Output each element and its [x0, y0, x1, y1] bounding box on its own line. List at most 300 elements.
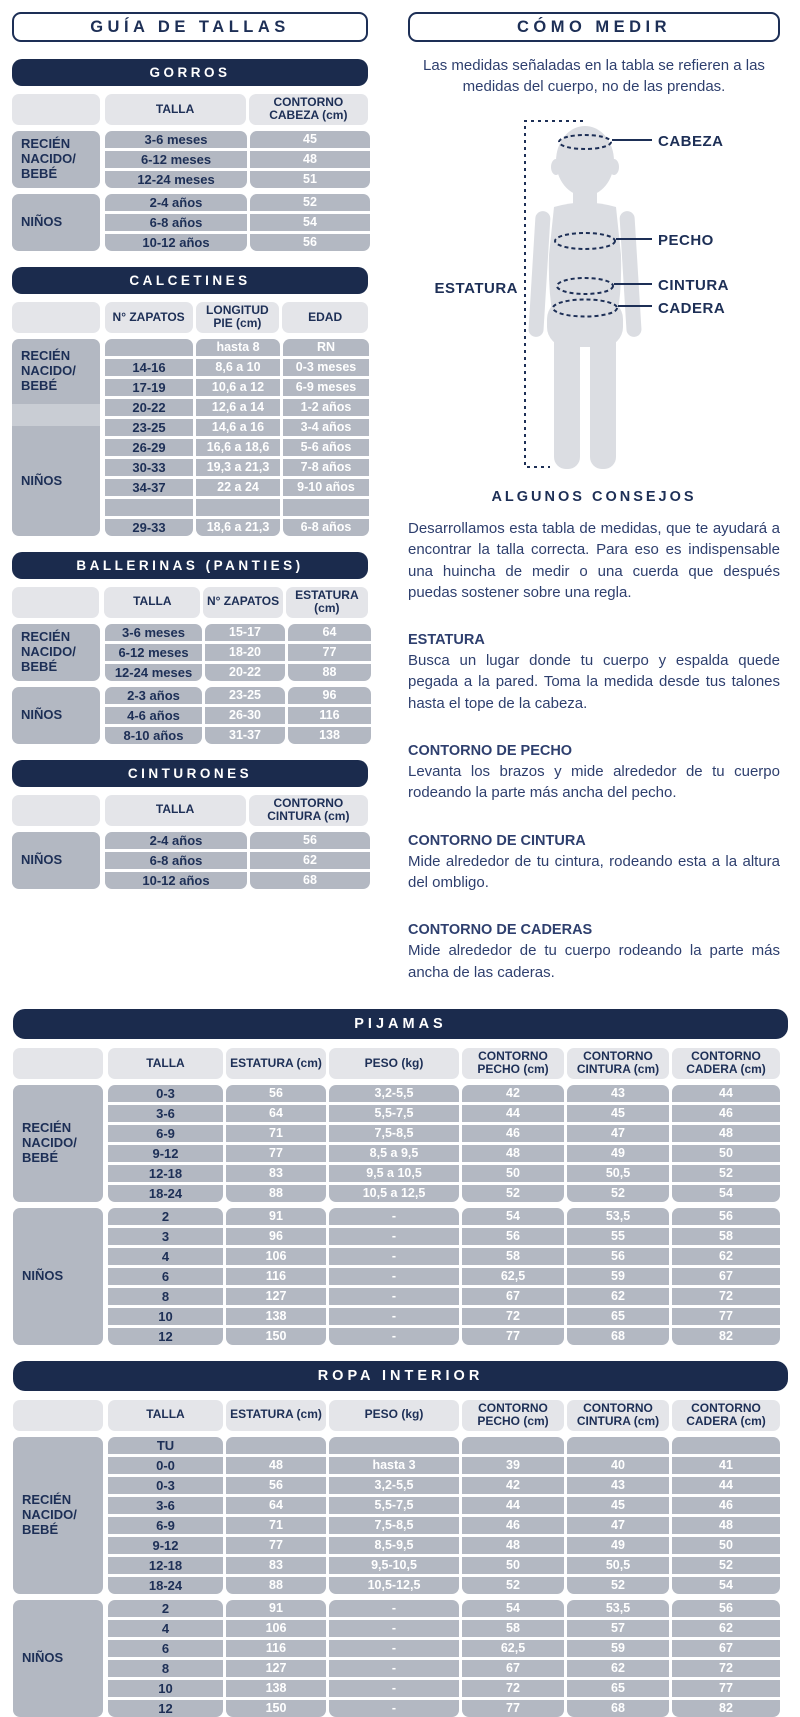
table-cell: 44	[672, 1477, 780, 1494]
table-cell: 9-12	[108, 1145, 223, 1162]
table-cell: -	[329, 1228, 459, 1245]
table-cell: 116	[226, 1640, 326, 1657]
table-cell: 56	[462, 1228, 564, 1245]
table-cell: 50	[672, 1145, 780, 1162]
table-cell: 44	[672, 1085, 780, 1102]
table-cell: 54	[250, 214, 370, 231]
gorros-table	[12, 59, 368, 251]
table-cell: 44	[462, 1497, 564, 1514]
table-cell: 48	[226, 1457, 326, 1474]
table-column	[672, 1085, 780, 1202]
table-cell: 39	[462, 1457, 564, 1474]
table-cell: -	[329, 1600, 459, 1617]
column-header: ESTATURA (cm)	[226, 1400, 326, 1431]
table-cell: 2-4 años	[105, 832, 247, 849]
table-cell: 46	[462, 1125, 564, 1142]
table-cell: 10-12 años	[105, 234, 247, 251]
contorno-pecho-title: CONTORNO DE PECHO	[408, 743, 573, 760]
column-header: CONTORNO CADERA (cm)	[672, 1400, 780, 1431]
table-column	[105, 131, 247, 188]
table-column	[288, 687, 371, 744]
table-cell: 72	[672, 1660, 780, 1677]
table-cell: 31-37	[205, 727, 285, 744]
table-cell: 6-8 años	[105, 852, 247, 869]
table-cell: 3-6 meses	[105, 131, 247, 148]
table-cell: 52	[672, 1557, 780, 1574]
table-cell: 50	[462, 1557, 564, 1574]
table-header-row	[13, 1400, 788, 1431]
cintura-label: CINTURA	[658, 277, 729, 294]
pecho-label: PECHO	[658, 232, 714, 249]
table-cell: 18-24	[108, 1185, 223, 1202]
column-header: TALLA	[108, 1400, 223, 1431]
table-cell: 48	[250, 151, 370, 168]
table-cell: 8,6 a 10	[196, 359, 280, 376]
left-column	[12, 12, 368, 983]
table-cell: 9-10 años	[283, 479, 369, 496]
table-cell: 77	[462, 1328, 564, 1345]
table-cell: 65	[567, 1680, 669, 1697]
table-cell: 56	[672, 1600, 780, 1617]
table-cell: 4	[108, 1620, 223, 1637]
table-column	[108, 1208, 223, 1345]
table-column	[108, 1600, 223, 1717]
table-cell: 10-12 años	[105, 872, 247, 889]
table-column	[250, 832, 370, 889]
table-cell: 50	[672, 1537, 780, 1554]
table-header-row	[12, 795, 368, 826]
table-cell	[567, 1437, 669, 1454]
table-cell: 71	[226, 1517, 326, 1534]
table-column	[329, 1208, 459, 1345]
table-header-row	[12, 302, 368, 333]
column-header: CONTORNO CINTURA (cm)	[567, 1048, 669, 1079]
table-cell: 7,5-8,5	[329, 1517, 459, 1534]
table-cell: 150	[226, 1700, 326, 1717]
column-header: TALLA	[105, 94, 246, 125]
table-column	[672, 1208, 780, 1345]
table-group	[13, 1600, 788, 1717]
table-cell: 50,5	[567, 1165, 669, 1182]
table-cell: 1-2 años	[283, 399, 369, 416]
como-medir-title: CÓMO MEDIR	[408, 12, 780, 42]
table-cell: 46	[672, 1105, 780, 1122]
table-cell: 12,6 a 14	[196, 399, 280, 416]
table-cell: 77	[226, 1537, 326, 1554]
table-cell: 62	[567, 1660, 669, 1677]
group-label-segment: NIÑOS	[12, 426, 100, 535]
table-cell: RN	[283, 339, 369, 356]
table-cell: 41	[672, 1457, 780, 1474]
table-cell	[226, 1437, 326, 1454]
table-cell: 7-8 años	[283, 459, 369, 476]
column-header: CONTORNO PECHO (cm)	[462, 1048, 564, 1079]
table-cell: 14,6 a 16	[196, 419, 280, 436]
table-cell: 10,5 a 12,5	[329, 1185, 459, 1202]
table-cell: 10	[108, 1680, 223, 1697]
table-cell: 72	[462, 1680, 564, 1697]
table-cell: 62	[672, 1248, 780, 1265]
group-label-segment	[12, 404, 100, 426]
table-cell: 72	[462, 1308, 564, 1325]
table-cell: 43	[567, 1477, 669, 1494]
table-cell: 46	[462, 1517, 564, 1534]
table-group	[13, 1437, 788, 1594]
table-cell: 5-6 años	[283, 439, 369, 456]
cinturones-table	[12, 760, 368, 889]
estatura-section	[408, 632, 780, 714]
table-cell: 44	[462, 1105, 564, 1122]
table-cell	[196, 499, 280, 516]
table-cell: 6-12 meses	[105, 644, 202, 661]
table-cell: 50	[462, 1165, 564, 1182]
group-label: RECIÉN NACIDO/ BEBÉ	[12, 131, 100, 188]
table-title-bar: CINTURONES	[12, 760, 368, 787]
table-cell: 8,5-9,5	[329, 1537, 459, 1554]
column-header: TALLA	[108, 1048, 223, 1079]
table-group	[12, 832, 368, 889]
table-cell: 18-20	[205, 644, 285, 661]
table-cell: -	[329, 1700, 459, 1717]
calcetines-table	[12, 267, 368, 536]
column-header: CONTORNO PECHO (cm)	[462, 1400, 564, 1431]
cadera-label: CADERA	[658, 300, 726, 317]
table-column	[672, 1600, 780, 1717]
table-cell	[283, 499, 369, 516]
table-cell	[105, 499, 193, 516]
table-cell: 22 a 24	[196, 479, 280, 496]
table-cell: 71	[226, 1125, 326, 1142]
table-column	[205, 687, 285, 744]
column-header: N° ZAPATOS	[203, 587, 282, 618]
corner-cell	[12, 795, 100, 826]
table-group	[12, 131, 368, 188]
table-cell: 96	[288, 687, 371, 704]
table-cell: 67	[672, 1268, 780, 1285]
table-column	[105, 624, 202, 681]
table-cell: 62	[672, 1620, 780, 1637]
table-cell: 2-3 años	[105, 687, 202, 704]
table-cell: 9-12	[108, 1537, 223, 1554]
table-cell: 64	[226, 1105, 326, 1122]
table-column	[105, 339, 193, 536]
table-header-row	[13, 1048, 788, 1079]
table-cell: 9,5 a 10,5	[329, 1165, 459, 1182]
column-header: CONTORNO CINTURA (cm)	[567, 1400, 669, 1431]
table-cell: 45	[567, 1497, 669, 1514]
table-cell: 56	[250, 832, 370, 849]
table-cell: 6-9 meses	[283, 379, 369, 396]
table-cell: 0-0	[108, 1457, 223, 1474]
table-cell: -	[329, 1660, 459, 1677]
table-column	[462, 1208, 564, 1345]
column-header: PESO (kg)	[329, 1048, 459, 1079]
group-label: RECIÉN NACIDO/ BEBÉ	[13, 1437, 103, 1594]
table-cell: 55	[567, 1228, 669, 1245]
table-cell: 6-12 meses	[105, 151, 247, 168]
table-column	[462, 1437, 564, 1594]
table-cell: 6	[108, 1640, 223, 1657]
right-column	[408, 12, 780, 983]
table-cell: 54	[672, 1185, 780, 1202]
contorno-caderas-section	[408, 922, 780, 983]
table-cell: 91	[226, 1208, 326, 1225]
table-cell: 6-8 años	[105, 214, 247, 231]
table-cell: 54	[672, 1577, 780, 1594]
table-cell: -	[329, 1268, 459, 1285]
table-cell: -	[329, 1248, 459, 1265]
table-cell: 4	[108, 1248, 223, 1265]
group-label: NIÑOS	[12, 687, 100, 744]
table-cell: 23-25	[205, 687, 285, 704]
table-header-row	[12, 587, 368, 618]
table-cell: -	[329, 1640, 459, 1657]
group-label: NIÑOS	[13, 1600, 103, 1717]
table-cell: 58	[462, 1248, 564, 1265]
table-cell: 8	[108, 1660, 223, 1677]
contorno-cintura-text: Mide alrededor de tu cintura, rodeando esta a la altura del ombligo.	[408, 852, 780, 891]
table-cell: 6-9	[108, 1125, 223, 1142]
table-cell: 3,2-5,5	[329, 1477, 459, 1494]
table-column	[672, 1437, 780, 1594]
table-cell: 8	[108, 1288, 223, 1305]
table-cell: 52	[462, 1577, 564, 1594]
table-cell: 53,5	[567, 1208, 669, 1225]
table-cell: 3-6	[108, 1105, 223, 1122]
table-cell: 52	[567, 1185, 669, 1202]
table-cell: 52	[462, 1185, 564, 1202]
table-cell: 3-6 meses	[105, 624, 202, 641]
group-label-segment: RECIÉN NACIDO/ BEBÉ	[12, 339, 100, 405]
table-cell: 88	[226, 1577, 326, 1594]
table-cell: 56	[567, 1248, 669, 1265]
table-cell: 72	[672, 1288, 780, 1305]
table-cell: 18,6 a 21,3	[196, 519, 280, 536]
table-cell: 52	[567, 1577, 669, 1594]
group-label: RECIÉN NACIDO/ BEBÉ	[12, 624, 100, 681]
table-cell: 138	[288, 727, 371, 744]
table-column	[226, 1600, 326, 1717]
contorno-caderas-text: Mide alrededor de tu cuerpo rodeando la parte más ancha de las caderas.	[408, 942, 780, 981]
table-column	[108, 1437, 223, 1594]
table-cell: 47	[567, 1125, 669, 1142]
table-group	[13, 1208, 788, 1345]
table-title-bar: BALLERINAS (PANTIES)	[12, 552, 368, 579]
table-cell: 0-3	[108, 1085, 223, 1102]
table-cell: 6	[108, 1268, 223, 1285]
column-header: CONTORNO CADERA (cm)	[672, 1048, 780, 1079]
table-cell: 56	[672, 1208, 780, 1225]
table-cell: 10,6 a 12	[196, 379, 280, 396]
table-cell: 88	[288, 664, 371, 681]
column-header: TALLA	[105, 795, 246, 826]
column-header: CONTORNO CINTURA (cm)	[249, 795, 368, 826]
table-column	[288, 624, 371, 681]
contorno-cintura-title: CONTORNO DE CINTURA	[408, 832, 586, 849]
column-header: LONGITUD PIE (cm)	[196, 302, 280, 333]
table-cell: 138	[226, 1308, 326, 1325]
table-cell: 26-29	[105, 439, 193, 456]
table-cell: 116	[226, 1268, 326, 1285]
table-cell: 83	[226, 1557, 326, 1574]
table-group	[12, 624, 368, 681]
table-cell: 17-19	[105, 379, 193, 396]
table-cell: 26-30	[205, 707, 285, 724]
table-cell: 56	[226, 1477, 326, 1494]
table-column	[567, 1085, 669, 1202]
table-cell: 116	[288, 707, 371, 724]
corner-cell	[13, 1400, 103, 1431]
table-cell: 77	[226, 1145, 326, 1162]
table-cell: -	[329, 1208, 459, 1225]
table-cell: 16,6 a 18,6	[196, 439, 280, 456]
table-column	[567, 1437, 669, 1594]
table-cell: 5,5-7,5	[329, 1105, 459, 1122]
table-cell: 59	[567, 1268, 669, 1285]
table-column	[567, 1600, 669, 1717]
table-column	[329, 1600, 459, 1717]
table-cell: 57	[567, 1620, 669, 1637]
body-measurement-diagram	[408, 105, 780, 477]
table-cell: 4-6 años	[105, 707, 202, 724]
table-column	[462, 1085, 564, 1202]
table-cell: 12-24 meses	[105, 171, 247, 188]
table-cell: 48	[462, 1537, 564, 1554]
corner-cell	[13, 1048, 103, 1079]
page-title: GUÍA DE TALLAS	[12, 12, 368, 42]
table-cell: 51	[250, 171, 370, 188]
contorno-cintura-section	[408, 833, 780, 894]
table-cell: 12	[108, 1700, 223, 1717]
group-label: NIÑOS	[13, 1208, 103, 1345]
table-cell: 42	[462, 1477, 564, 1494]
table-column	[226, 1208, 326, 1345]
table-group	[12, 687, 368, 744]
table-cell	[672, 1437, 780, 1454]
group-label: NIÑOS	[12, 832, 100, 889]
table-cell: 6-9	[108, 1517, 223, 1534]
table-column	[283, 339, 369, 536]
table-cell: 8-10 años	[105, 727, 202, 744]
column-header: ESTATURA (cm)	[226, 1048, 326, 1079]
table-column	[226, 1085, 326, 1202]
table-cell: -	[329, 1680, 459, 1697]
table-cell: 88	[226, 1185, 326, 1202]
cabeza-label: CABEZA	[658, 133, 724, 150]
table-cell: 62,5	[462, 1640, 564, 1657]
table-cell: 91	[226, 1600, 326, 1617]
table-cell	[462, 1437, 564, 1454]
contorno-pecho-text: Levanta los brazos y mide alrededor de tu cuerpo rodeando la parte más ancha del pecho.	[408, 763, 780, 802]
table-cell: 64	[288, 624, 371, 641]
table-cell: 138	[226, 1680, 326, 1697]
table-cell	[105, 339, 193, 356]
corner-cell	[12, 302, 100, 333]
table-cell: 82	[672, 1700, 780, 1717]
table-column	[567, 1208, 669, 1345]
table-group	[12, 339, 368, 536]
table-cell: 5,5-7,5	[329, 1497, 459, 1514]
table-cell: 47	[567, 1517, 669, 1534]
table-cell: 62,5	[462, 1268, 564, 1285]
estatura-section-title: ESTATURA	[408, 632, 485, 649]
table-cell: 127	[226, 1288, 326, 1305]
table-cell: 3	[108, 1228, 223, 1245]
estatura-label: ESTATURA	[434, 280, 518, 297]
table-column	[329, 1085, 459, 1202]
corner-cell	[12, 94, 100, 125]
table-cell: 2-4 años	[105, 194, 247, 211]
table-cell: 20-22	[105, 399, 193, 416]
table-column	[250, 194, 370, 251]
contorno-pecho-section	[408, 743, 780, 804]
column-header: N° ZAPATOS	[105, 302, 193, 333]
table-column	[196, 339, 280, 536]
table-title-bar: GORROS	[12, 59, 368, 86]
table-header-row	[12, 94, 368, 125]
table-cell: 19,3 a 21,3	[196, 459, 280, 476]
pijamas-table	[13, 1009, 788, 1345]
table-cell: 14-16	[105, 359, 193, 376]
table-cell: 62	[250, 852, 370, 869]
table-cell: 42	[462, 1085, 564, 1102]
group-label: NIÑOS	[12, 194, 100, 251]
column-header: ESTATURA (cm)	[286, 587, 368, 618]
table-cell: 56	[226, 1085, 326, 1102]
table-cell: 58	[672, 1228, 780, 1245]
contorno-caderas-title: CONTORNO DE CADERAS	[408, 922, 593, 939]
column-header: TALLA	[104, 587, 200, 618]
table-cell: 45	[567, 1105, 669, 1122]
table-cell: 96	[226, 1228, 326, 1245]
table-cell: 77	[672, 1680, 780, 1697]
table-cell: 34-37	[105, 479, 193, 496]
table-cell: 49	[567, 1537, 669, 1554]
table-cell: 77	[288, 644, 371, 661]
table-cell: 67	[462, 1660, 564, 1677]
table-cell: 45	[250, 131, 370, 148]
table-cell: 12-18	[108, 1557, 223, 1574]
table-cell: 82	[672, 1328, 780, 1345]
table-cell: hasta 3	[329, 1457, 459, 1474]
ropa-interior-table	[13, 1361, 788, 1717]
table-cell: 0-3 meses	[283, 359, 369, 376]
table-cell: 6-8 años	[283, 519, 369, 536]
table-cell: -	[329, 1308, 459, 1325]
table-column	[105, 194, 247, 251]
table-cell: 50,5	[567, 1557, 669, 1574]
table-cell: 54	[462, 1208, 564, 1225]
table-cell: 83	[226, 1165, 326, 1182]
table-title-bar: PIJAMAS	[13, 1009, 788, 1039]
table-cell: 150	[226, 1328, 326, 1345]
child-silhouette	[528, 126, 642, 469]
table-cell: 106	[226, 1620, 326, 1637]
column-header: CONTORNO CABEZA (cm)	[249, 94, 368, 125]
table-cell: 58	[462, 1620, 564, 1637]
table-title-bar: ROPA INTERIOR	[13, 1361, 788, 1391]
table-cell	[329, 1437, 459, 1454]
table-cell: 15-17	[205, 624, 285, 641]
corner-cell	[12, 587, 99, 618]
table-cell: 8,5 a 9,5	[329, 1145, 459, 1162]
table-cell: 40	[567, 1457, 669, 1474]
group-label	[12, 339, 100, 536]
table-cell: 68	[250, 872, 370, 889]
table-cell: 12-18	[108, 1165, 223, 1182]
table-cell: 77	[672, 1308, 780, 1325]
table-cell: 20-22	[205, 664, 285, 681]
